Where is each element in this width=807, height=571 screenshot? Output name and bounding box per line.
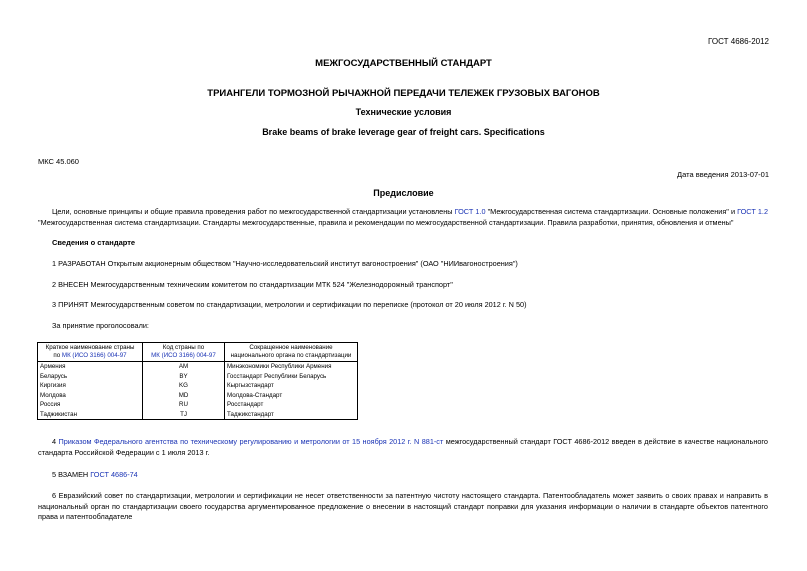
gost-1-2-link[interactable]: ГОСТ 1.2: [737, 207, 769, 216]
mks-code: МКС 45.060: [38, 157, 79, 166]
info-item-4: 4 Приказом Федерального агентства по техническому регулированию и метрологии от 15 ноября 2012 г. N 881-ст межгосударственный стандарт ГОСТ 4686-2012 введен в действие в качестве национального стандарта Российской Федерации с 1 июля 2013 г.: [38, 437, 768, 457]
col-header-country: Краткое наименование страны по МК (ИСО 3166) 004-97: [38, 343, 143, 362]
document-title: ТРИАНГЕЛИ ТОРМОЗНОЙ РЫЧАЖНОЙ ПЕРЕДАЧИ ТЕЛЕЖЕК ГРУЗОВЫХ ВАГОНОВ: [207, 88, 600, 99]
gost-1-0-link[interactable]: ГОСТ 1.0: [454, 207, 486, 216]
table-row: Молдова MD Молдова-Стандарт: [38, 391, 358, 401]
document-subtitle: Технические условия: [355, 107, 452, 117]
voted-label: За принятие проголосовали:: [52, 321, 149, 330]
info-item-1: 1 РАЗРАБОТАН Открытым акционерным обществом "Научно-исследовательский институт вагоностроения" (ОАО "НИИвагоностроения"): [52, 259, 518, 268]
preface-heading: Предисловие: [373, 188, 434, 198]
col-header-org: Сокращенное наименование национального органа по стандартизации: [225, 343, 358, 362]
info-item-3: 3 ПРИНЯТ Межгосударственным советом по стандартизации, метрологии и сертификации по переписке (протокол от 20 июля 2012 г. N 50): [52, 300, 527, 309]
table-row: Россия RU Росстандарт: [38, 400, 358, 410]
document-title-english: Brake beams of brake leverage gear of freight cars. Specifications: [262, 127, 545, 137]
table-row: Беларусь BY Госстандарт Республики Беларусь: [38, 372, 358, 382]
standard-info-heading: Сведения о стандарте: [52, 238, 136, 247]
voting-table: [37, 342, 358, 420]
standard-type-heading: МЕЖГОСУДАРСТВЕННЫЙ СТАНДАРТ: [315, 58, 492, 69]
table-row: Киргизия KG Кыргызстандарт: [38, 381, 358, 391]
preface-text-b: "Межгосударственная система стандартизации. Основные положения" и: [485, 207, 738, 216]
preface-text-c: "Межгосударственная система стандартизации. Стандарты межгосударственные, правила и рекомендации по межгосударственной стандартизации. Правила разработки, принятия, обновления и отмены": [38, 217, 734, 227]
rosstandart-order-link[interactable]: Приказом Федерального агентства по техническому регулированию и метрологии от 15 ноября 2012 г. N 881-ст: [58, 437, 444, 446]
preface-text-a: Цели, основные принципы и общие правила проведения работ по межгосударственной стандартизации установлены: [52, 207, 455, 216]
info-item-6: 6 Евразийский совет по стандартизации, метрологии и сертификации не несет ответственности за патентную чистоту настоящего стандарта. Патентообладатель может заявить о своих правах и направить в национальный орган по стандартизации своего государства аргументированное предложение о внесении в настоящий стандарт поправки для указания информации о наличии в стандарте объектов патентного права и патентообладателе: [38, 491, 768, 521]
col-header-code: Код страны по МК (ИСО 3166) 004-97: [143, 343, 225, 362]
mk-iso-link[interactable]: МК (ИСО 3166) 004-97: [61, 352, 127, 359]
preface-paragraph: [38, 207, 768, 228]
info-item-5: 5 ВЗАМЕН ГОСТ 4686-74: [52, 470, 138, 479]
document-code: ГОСТ 4686-2012: [708, 37, 769, 46]
gost-4686-74-link[interactable]: ГОСТ 4686-74: [90, 470, 138, 479]
intro-date: Дата введения 2013-07-01: [677, 170, 769, 179]
mk-iso-link[interactable]: МК (ИСО 3166) 004-97: [151, 352, 216, 359]
table-row: Армения AM Минэкономики Республики Армения: [38, 362, 358, 372]
table-row: Таджикистан TJ Таджикстандарт: [38, 410, 358, 420]
info-item-2: 2 ВНЕСЕН Межгосударственным техническим комитетом по стандартизации МТК 524 "Железнодорожный транспорт": [52, 280, 453, 289]
